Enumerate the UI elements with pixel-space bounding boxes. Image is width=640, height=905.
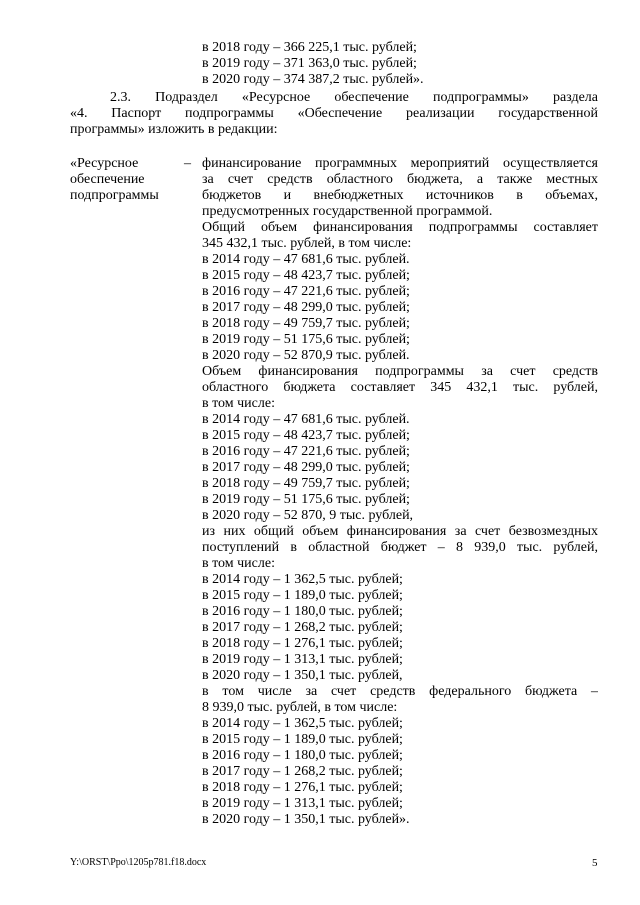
funding-line: в 2015 году – 1 189,0 тыс. рублей;: [202, 588, 403, 603]
funding-line: в 2014 году – 1 362,5 тыс. рублей;: [202, 716, 403, 731]
funding-line: в 2019 году – 51 175,6 тыс. рублей;: [202, 332, 410, 347]
funding-line: в 2014 году – 47 681,6 тыс. рублей.: [202, 252, 410, 267]
funding-line: в 2017 году – 48 299,0 тыс. рублей;: [202, 460, 410, 475]
funding-line: в 2017 году – 1 268,2 тыс. рублей;: [202, 764, 403, 779]
funding-line: областного бюджета составляет 345 432,1 тыс. рублей,: [202, 380, 598, 395]
funding-line: в 2018 году – 49 759,7 тыс. рублей;: [202, 476, 410, 491]
funding-line: в том числе:: [202, 556, 275, 571]
resource-label-line: подпрограммы: [70, 188, 159, 203]
funding-line: в том числе:: [202, 396, 275, 411]
funding-line: в том числе за счет средств федерального бюджета –: [202, 684, 598, 699]
funding-line: в 2020 году – 1 350,1 тыс. рублей,: [202, 668, 403, 683]
funding-line: в 2019 году – 51 175,6 тыс. рублей;: [202, 492, 410, 507]
top-year-line: в 2018 году – 366 225,1 тыс. рублей;: [202, 40, 417, 55]
section-intro-line: программы» изложить в редакции:: [70, 122, 278, 137]
funding-line: поступлений в областной бюджет – 8 939,0 тыс. рублей,: [202, 540, 598, 555]
section-intro-line: «4. Паспорт подпрограммы «Обеспечение реализации государственной: [70, 106, 598, 121]
funding-line: за счет средств областного бюджета, а также местных: [202, 172, 598, 187]
funding-line: в 2020 году – 52 870, 9 тыс. рублей,: [202, 508, 414, 523]
funding-line: в 2018 году – 1 276,1 тыс. рублей;: [202, 636, 403, 651]
funding-line: в 2019 году – 1 313,1 тыс. рублей;: [202, 796, 403, 811]
funding-line: 8 939,0 тыс. рублей, в том числе:: [202, 700, 398, 715]
funding-line: в 2016 году – 1 180,0 тыс. рублей;: [202, 604, 403, 619]
funding-line: в 2015 году – 48 423,7 тыс. рублей;: [202, 428, 410, 443]
page-number: 5: [592, 857, 598, 869]
funding-line: в 2014 году – 1 362,5 тыс. рублей;: [202, 572, 403, 587]
resource-label: [70, 156, 159, 204]
funding-line: в 2018 году – 1 276,1 тыс. рублей;: [202, 780, 403, 795]
top-year-line: в 2020 году – 374 387,2 тыс. рублей».: [202, 72, 424, 87]
funding-line: в 2019 году – 1 313,1 тыс. рублей;: [202, 652, 403, 667]
funding-line: в 2015 году – 1 189,0 тыс. рублей;: [202, 732, 403, 747]
funding-line: в 2017 году – 1 268,2 тыс. рублей;: [202, 620, 403, 635]
section-intro-line: 2.3. Подраздел «Ресурсное обеспечение подпрограммы» раздела: [110, 90, 598, 105]
funding-line: в 2020 году – 52 870,9 тыс. рублей.: [202, 348, 410, 363]
funding-line: в 2016 году – 47 221,6 тыс. рублей;: [202, 284, 410, 299]
funding-text: [202, 156, 598, 828]
top-year-line: в 2019 году – 371 363,0 тыс. рублей;: [202, 56, 417, 71]
funding-line: в 2016 году – 1 180,0 тыс. рублей;: [202, 748, 403, 763]
funding-line: из них общий объем финансирования за счет безвозмездных: [202, 524, 598, 539]
funding-line: в 2016 году – 47 221,6 тыс. рублей;: [202, 444, 410, 459]
funding-line: в 2017 году – 48 299,0 тыс. рублей;: [202, 300, 410, 315]
funding-line: в 2018 году – 49 759,7 тыс. рублей;: [202, 316, 410, 331]
label-dash: –: [184, 156, 191, 171]
funding-line: Общий объем финансирования подпрограммы составляет: [202, 220, 598, 235]
footer-file-path: Y:\ORST\Ppo\1205p781.f18.docx: [70, 857, 207, 868]
funding-line: в 2015 году – 48 423,7 тыс. рублей;: [202, 268, 410, 283]
resource-label-line: обеспечение: [70, 172, 145, 187]
funding-line: 345 432,1 тыс. рублей, в том числе:: [202, 236, 412, 251]
resource-label-line: «Ресурсное: [70, 156, 139, 171]
funding-line: в 2014 году – 47 681,6 тыс. рублей.: [202, 412, 410, 427]
funding-line: бюджетов и внебюджетных источников в объемах,: [202, 188, 598, 203]
funding-line: финансирование программных мероприятий осуществляется: [202, 156, 598, 171]
funding-line: Объем финансирования подпрограммы за счет средств: [202, 364, 598, 379]
funding-line: предусмотренных государственной программой.: [202, 204, 493, 219]
funding-line: в 2020 году – 1 350,1 тыс. рублей».: [202, 812, 410, 827]
